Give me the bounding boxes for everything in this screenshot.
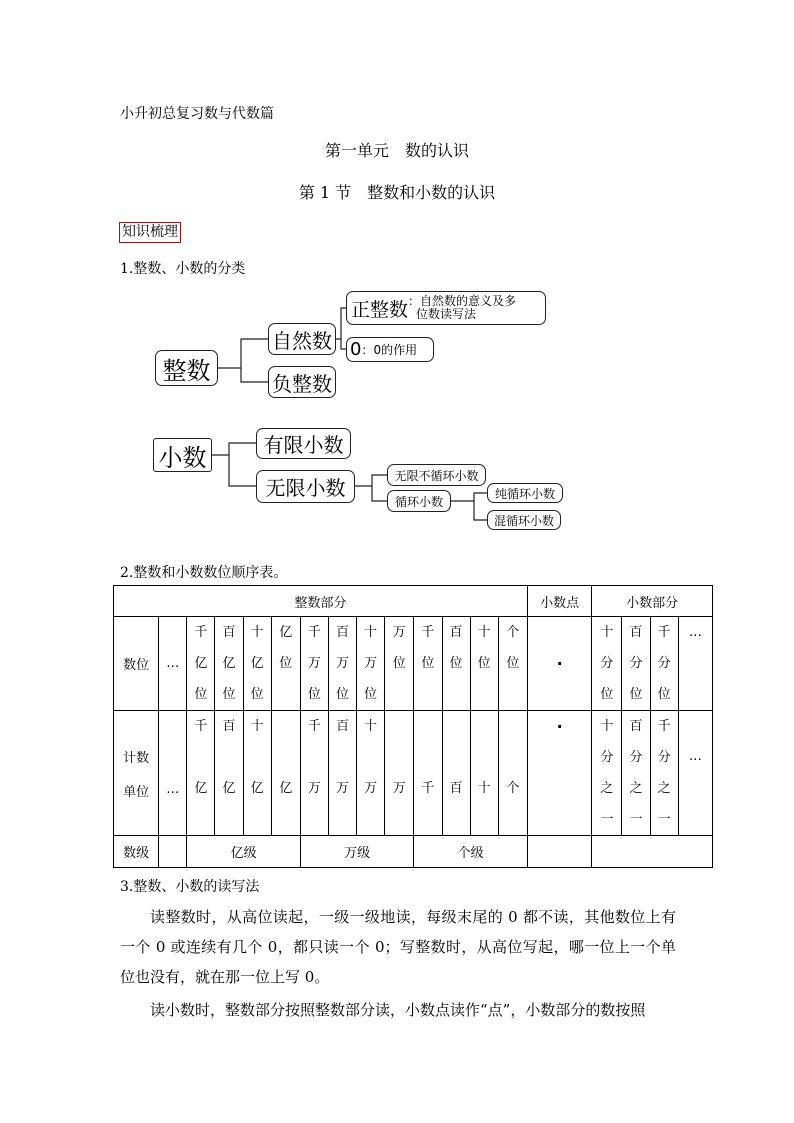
decimal-unit-cell: 分: [657, 750, 671, 765]
node-finite-decimal: 有限小数: [256, 428, 351, 459]
unit-cell-bottom: 十: [477, 781, 491, 796]
positive-note-line1: ：自然数的意义及多: [408, 294, 517, 308]
digit-cell: 位: [279, 656, 293, 671]
digit-cell: 百: [222, 625, 236, 640]
unit-cell-bottom: 亿: [279, 781, 293, 796]
decimal-unit-cell: 百: [629, 719, 643, 734]
decimal-unit-cell: 千: [657, 719, 671, 734]
level-ge: 个级: [414, 836, 528, 868]
decimal-digit-cell: 位: [600, 687, 614, 702]
decimal-digit-cell: 分: [657, 656, 671, 671]
table-row-levels: [114, 836, 713, 868]
digit-cell: 位: [392, 656, 406, 671]
decimal-unit-cell: 之: [600, 781, 614, 796]
node-infinite-decimal: 无限小数: [256, 470, 355, 503]
unit-cell-bottom: 亿: [222, 781, 236, 796]
node-zero: [346, 337, 434, 362]
decimal-unit-cell: 一: [657, 812, 671, 827]
decimal-digit-cell: 百: [629, 625, 643, 640]
digit-cell: 万: [392, 625, 406, 640]
unit-title: 第一单元 数的认识: [324, 141, 469, 160]
unit-cell-top: 百: [336, 719, 350, 734]
decimal-digit-cell: 分: [629, 656, 643, 671]
zero-label: 0: [350, 339, 362, 360]
unit-cell-top: 十: [250, 719, 264, 734]
level-empty-cell: [527, 836, 591, 868]
item2-title: 2.整数和小数数位顺序表。: [120, 565, 288, 581]
positive-integer-label: 正整数: [351, 298, 409, 321]
table-row-units: [114, 711, 713, 836]
decimal-digit-cell: 千: [657, 625, 671, 640]
digit-cell: 亿: [194, 656, 208, 671]
digit-cell: 千: [307, 625, 321, 640]
decimal-digit-ellipsis: …: [678, 617, 712, 711]
digit-cell: 亿: [250, 656, 264, 671]
zero-note: ：0的作用: [361, 343, 418, 357]
place-value-table: [113, 585, 713, 868]
row-label-unit-line2: 单位: [123, 784, 150, 800]
digit-ellipsis: …: [159, 617, 187, 711]
digit-cell: 百: [449, 625, 463, 640]
header-decimal-part: 小数部分: [592, 586, 713, 617]
unit-cell-top: 百: [222, 719, 236, 734]
unit-decimal-ellipsis: …: [678, 711, 712, 836]
digit-cell: 位: [449, 656, 463, 671]
digit-cell: 位: [250, 687, 264, 702]
section-title: 第 1 节 整数和小数的认识: [298, 183, 496, 202]
unit-decimal-point-dot: ·: [527, 711, 591, 836]
node-positive-integer: [346, 291, 546, 325]
node-natural-number: 自然数: [268, 323, 336, 355]
unit-cell-bottom: 亿: [250, 781, 264, 796]
digit-cell: 位: [307, 687, 321, 702]
row-label-unit: [114, 711, 159, 836]
digit-cell: 十: [250, 625, 264, 640]
table-header-row: [114, 586, 713, 617]
row-label-unit-line1: 计数: [123, 750, 150, 766]
positive-note-line2: 位数读写法: [416, 307, 477, 321]
header-integer-part: 整数部分: [114, 586, 528, 617]
digit-cell: 万: [336, 656, 350, 671]
decimal-unit-cell: 之: [629, 781, 643, 796]
level-yi: 亿级: [187, 836, 301, 868]
level-empty-cell: [159, 836, 187, 868]
digit-cell: 位: [336, 687, 350, 702]
decimal-digit-cell: 分: [600, 656, 614, 671]
row-label-level: 数级: [114, 836, 159, 868]
unit-cell-top: 千: [307, 719, 321, 734]
decimal-unit-cell: 一: [600, 812, 614, 827]
level-empty-cell: [592, 836, 713, 868]
node-mixed-repeating: 混循环小数: [487, 510, 561, 530]
decimal-unit-cell: 之: [657, 781, 671, 796]
digit-cell: 亿: [222, 656, 236, 671]
decimal-digit-cell: 位: [629, 687, 643, 702]
unit-cell-bottom: 千: [421, 781, 435, 796]
digit-cell: 位: [364, 687, 378, 702]
digit-cell: 百: [336, 625, 350, 640]
unit-cell-bottom: 万: [392, 781, 406, 796]
table-row-digits: [114, 617, 713, 711]
decimal-unit-cell: 分: [600, 750, 614, 765]
item1-title: 1.整数、小数的分类: [120, 261, 246, 277]
digit-cell: 千: [194, 625, 208, 640]
decimal-unit-cell: 一: [629, 812, 643, 827]
digit-cell: 位: [194, 687, 208, 702]
digit-cell: 十: [477, 625, 491, 640]
unit-cell-top: 千: [194, 719, 208, 734]
digit-cell: 位: [222, 687, 236, 702]
node-negative-integer: 负整数: [268, 366, 336, 398]
row-label-digit: 数位: [114, 617, 159, 711]
unit-cell-bottom: 万: [307, 781, 321, 796]
digit-cell: 位: [506, 656, 520, 671]
node-pure-repeating: 纯循环小数: [487, 483, 563, 503]
header-decimal-point: 小数点: [527, 586, 591, 617]
unit-cell-top: 十: [364, 719, 378, 734]
node-decimal: 小数: [153, 438, 212, 472]
unit-cell-bottom: 万: [336, 781, 350, 796]
decimal-digit-cell: 十: [600, 625, 614, 640]
knowledge-label: 知识梳理: [119, 222, 181, 243]
digit-cell: 千: [421, 625, 435, 640]
digit-cell: 位: [477, 656, 491, 671]
digit-cell: 亿: [279, 625, 293, 640]
unit-ellipsis: …: [159, 711, 187, 836]
node-repeating-decimal: 循环小数: [387, 490, 451, 512]
unit-cell-bottom: 百: [449, 781, 463, 796]
node-nonrepeating-decimal: 无限不循环小数: [387, 464, 486, 486]
unit-cell-bottom: 亿: [194, 781, 208, 796]
level-wan: 万级: [300, 836, 414, 868]
digit-cell: 万: [364, 656, 378, 671]
node-integer: 整数: [155, 350, 218, 386]
decimal-point-dot: ·: [527, 617, 591, 711]
digit-cell: 十: [364, 625, 378, 640]
doc-title: 小升初总复习数与代数篇: [120, 106, 274, 122]
paragraph-decimal-reading: 读小数时，整数部分按照整数部分读，小数点读作“点”，小数部分的数按照: [150, 1001, 646, 1019]
item3-title: 3.整数、小数的读写法: [120, 879, 260, 895]
digit-cell: 万: [307, 656, 321, 671]
decimal-unit-cell: 十: [600, 719, 614, 734]
digit-cell: 位: [421, 656, 435, 671]
paragraph-integer-reading: 读整数时，从高位读起，一级一级地读，每级末尾的 0 都不读，其他数位上有一个 0 或连续有几个 0，都只读一个 0；写整数时，从高位写起，哪一位上一个单位也没有，就在那一位上写 0。: [120, 908, 676, 986]
unit-cell-bottom: 万: [364, 781, 378, 796]
unit-cell-bottom: 个: [506, 781, 520, 796]
decimal-digit-cell: 位: [657, 687, 671, 702]
decimal-unit-cell: 分: [629, 750, 643, 765]
digit-cell: 个: [506, 625, 520, 640]
